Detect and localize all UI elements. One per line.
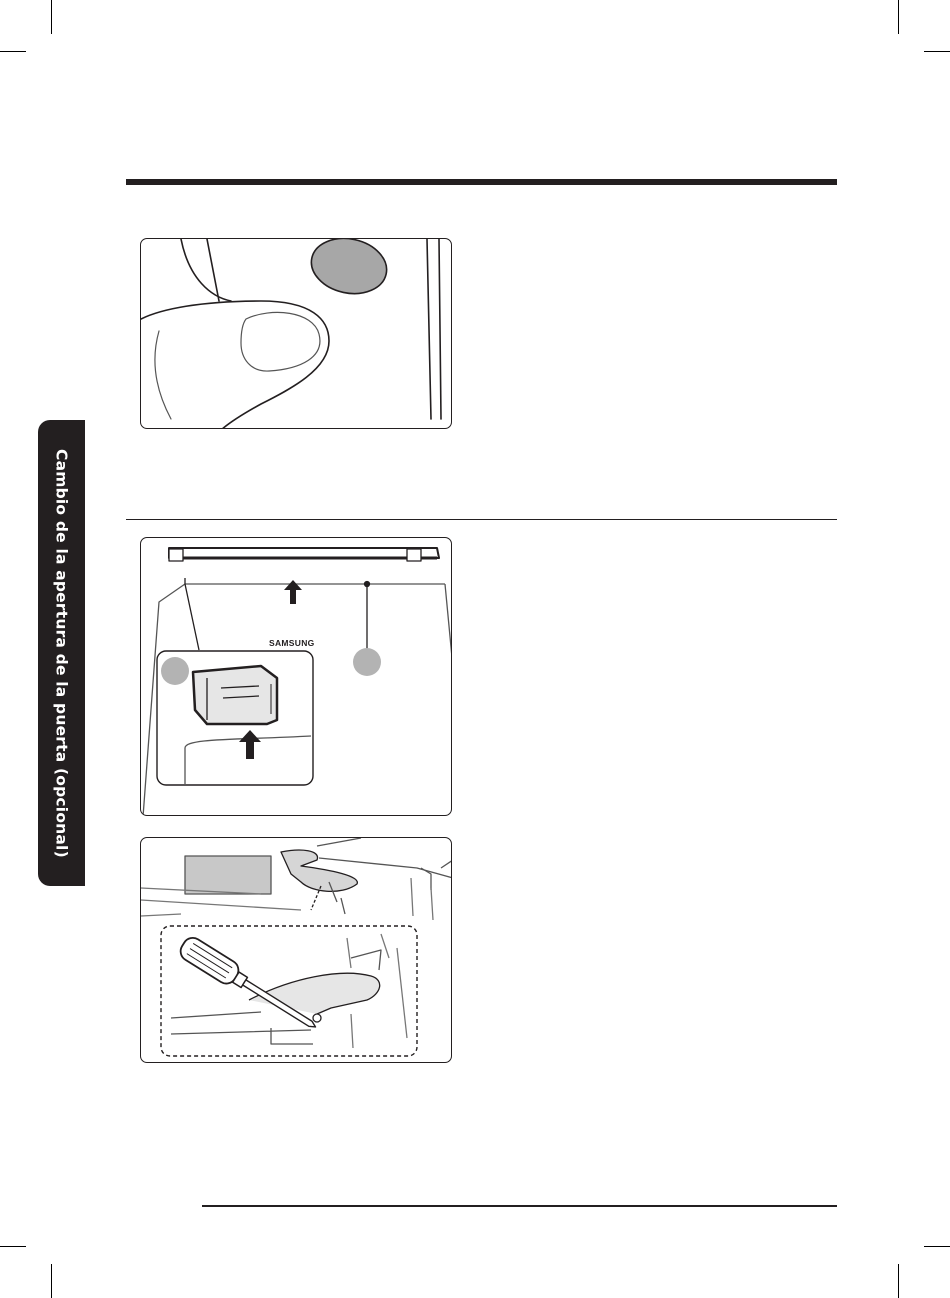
button-icon	[306, 239, 392, 300]
figure-finger-press	[140, 238, 452, 429]
footer-rule	[202, 1205, 837, 1207]
section-header-rule	[126, 179, 837, 185]
screwdriver-removing-part-illustration	[141, 838, 452, 1063]
crop-mark	[924, 51, 950, 52]
chapter-side-tab	[38, 420, 85, 886]
door-cover-removal-illustration	[141, 538, 452, 816]
figure-door-cover	[140, 537, 452, 816]
brand-label: SAMSUNG	[269, 638, 315, 648]
crop-mark	[924, 1246, 950, 1247]
crop-mark	[0, 51, 26, 52]
crop-mark	[51, 1264, 52, 1298]
callout-circle-icon	[161, 657, 189, 685]
callout-circle-icon	[353, 648, 381, 676]
crop-mark	[0, 1246, 26, 1247]
section-divider	[126, 519, 837, 520]
finger-pressing-button-illustration	[141, 239, 452, 429]
crop-mark	[51, 0, 52, 34]
figure-screwdriver	[140, 837, 452, 1063]
crop-mark	[898, 0, 899, 34]
crop-mark	[898, 1264, 899, 1298]
chapter-side-tab-label: Cambio de la apertura de la puerta (opcional)	[52, 448, 71, 858]
